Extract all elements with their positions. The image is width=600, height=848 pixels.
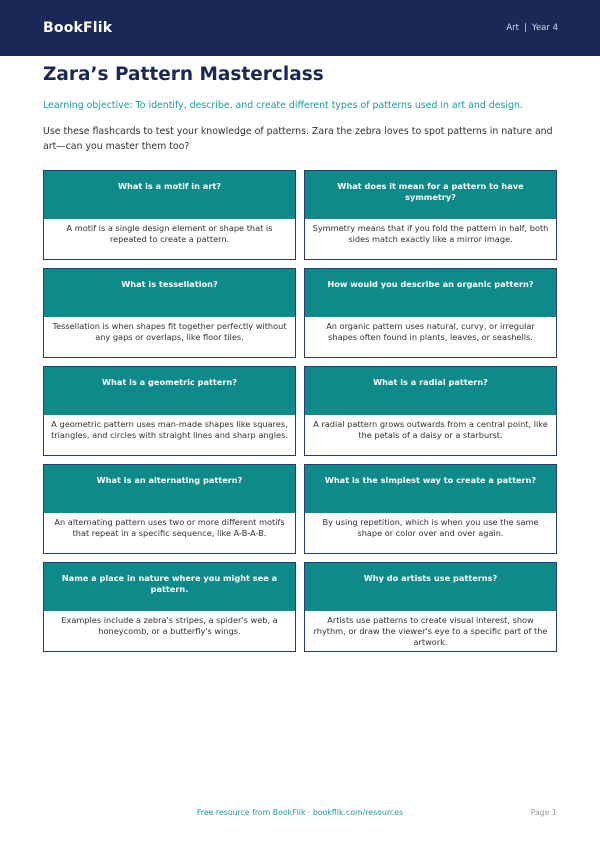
page-number: Page 1 — [530, 808, 557, 817]
flashcard — [304, 562, 557, 652]
flashcard-answer: An alternating pattern uses two or more different motifs that repeat in a specific sequence, like A-B-A-B. — [54, 517, 285, 538]
footer-link[interactable]: Free resource from BookFlik · bookflik.com/resources — [196, 808, 404, 817]
page-header — [0, 0, 600, 56]
flashcard-question: What is an alternating pattern? — [44, 465, 295, 513]
flashcard-answer: Artists use patterns to create visual interest, show rhythm, or draw the viewer's eye to a specific part of the artwork. — [313, 615, 548, 647]
learning-objective: Learning objective: To identify, describe, and create different types of patterns used in art and design. — [43, 100, 523, 111]
flashcard — [43, 366, 296, 456]
flashcard-question: What is tessellation? — [44, 269, 295, 317]
header-meta — [506, 23, 558, 33]
flashcard — [304, 464, 557, 554]
year-label: Year 4 — [531, 23, 558, 33]
flashcard-grid — [43, 170, 557, 652]
flashcard — [304, 366, 557, 456]
flashcard-question: Why do artists use patterns? — [305, 563, 556, 611]
intro-text: Use these flashcards to test your knowledge of patterns. Zara the zebra loves to spot patterns in nature and art—can you master them too? — [43, 126, 553, 152]
flashcard-question: What is a geometric pattern? — [44, 367, 295, 415]
flashcard-answer: A geometric pattern uses man-made shapes like squares, triangles, and circles with straight lines and sharp angles. — [51, 419, 288, 440]
flashcard — [43, 464, 296, 554]
flashcard-question: How would you describe an organic pattern? — [305, 269, 556, 317]
flashcard-answer: Examples include a zebra's stripes, a spider's web, a honeycomb, or a butterfly's wings. — [61, 615, 278, 636]
flashcard-answer: Tessellation is when shapes fit together perfectly without any gaps or overlaps, like floor tiles. — [52, 321, 287, 342]
subject-label: Art — [506, 23, 520, 33]
flashcard-question: What is a motif in art? — [44, 171, 295, 219]
flashcard — [304, 170, 557, 260]
flashcard-answer: A radial pattern grows outwards from a central point, like the petals of a daisy or a starburst. — [313, 419, 548, 440]
flashcard — [43, 268, 296, 358]
brand-logo-text[interactable]: BookFlik — [43, 20, 113, 36]
meta-separator: | — [524, 23, 527, 33]
flashcard-question: What is the simplest way to create a pattern? — [305, 465, 556, 513]
flashcard-question: What does it mean for a pattern to have symmetry? — [305, 171, 556, 219]
flashcard — [304, 268, 557, 358]
flashcard — [43, 170, 296, 260]
flashcard — [43, 562, 296, 652]
flashcard-answer: Symmetry means that if you fold the pattern in half, both sides match exactly like a mirror image. — [312, 223, 549, 244]
flashcard-question: Name a place in nature where you might see a pattern. — [44, 563, 295, 611]
page-title: Zara’s Pattern Masterclass — [43, 64, 324, 85]
flashcard-answer: A motif is a single design element or shape that is repeated to create a pattern. — [66, 223, 273, 244]
flashcard-question: What is a radial pattern? — [305, 367, 556, 415]
flashcard-answer: By using repetition, which is when you use the same shape or color over and over again. — [322, 517, 539, 538]
flashcard-answer: An organic pattern uses natural, curvy, or irregular shapes often found in plants, leaves, or seashells. — [326, 321, 535, 342]
